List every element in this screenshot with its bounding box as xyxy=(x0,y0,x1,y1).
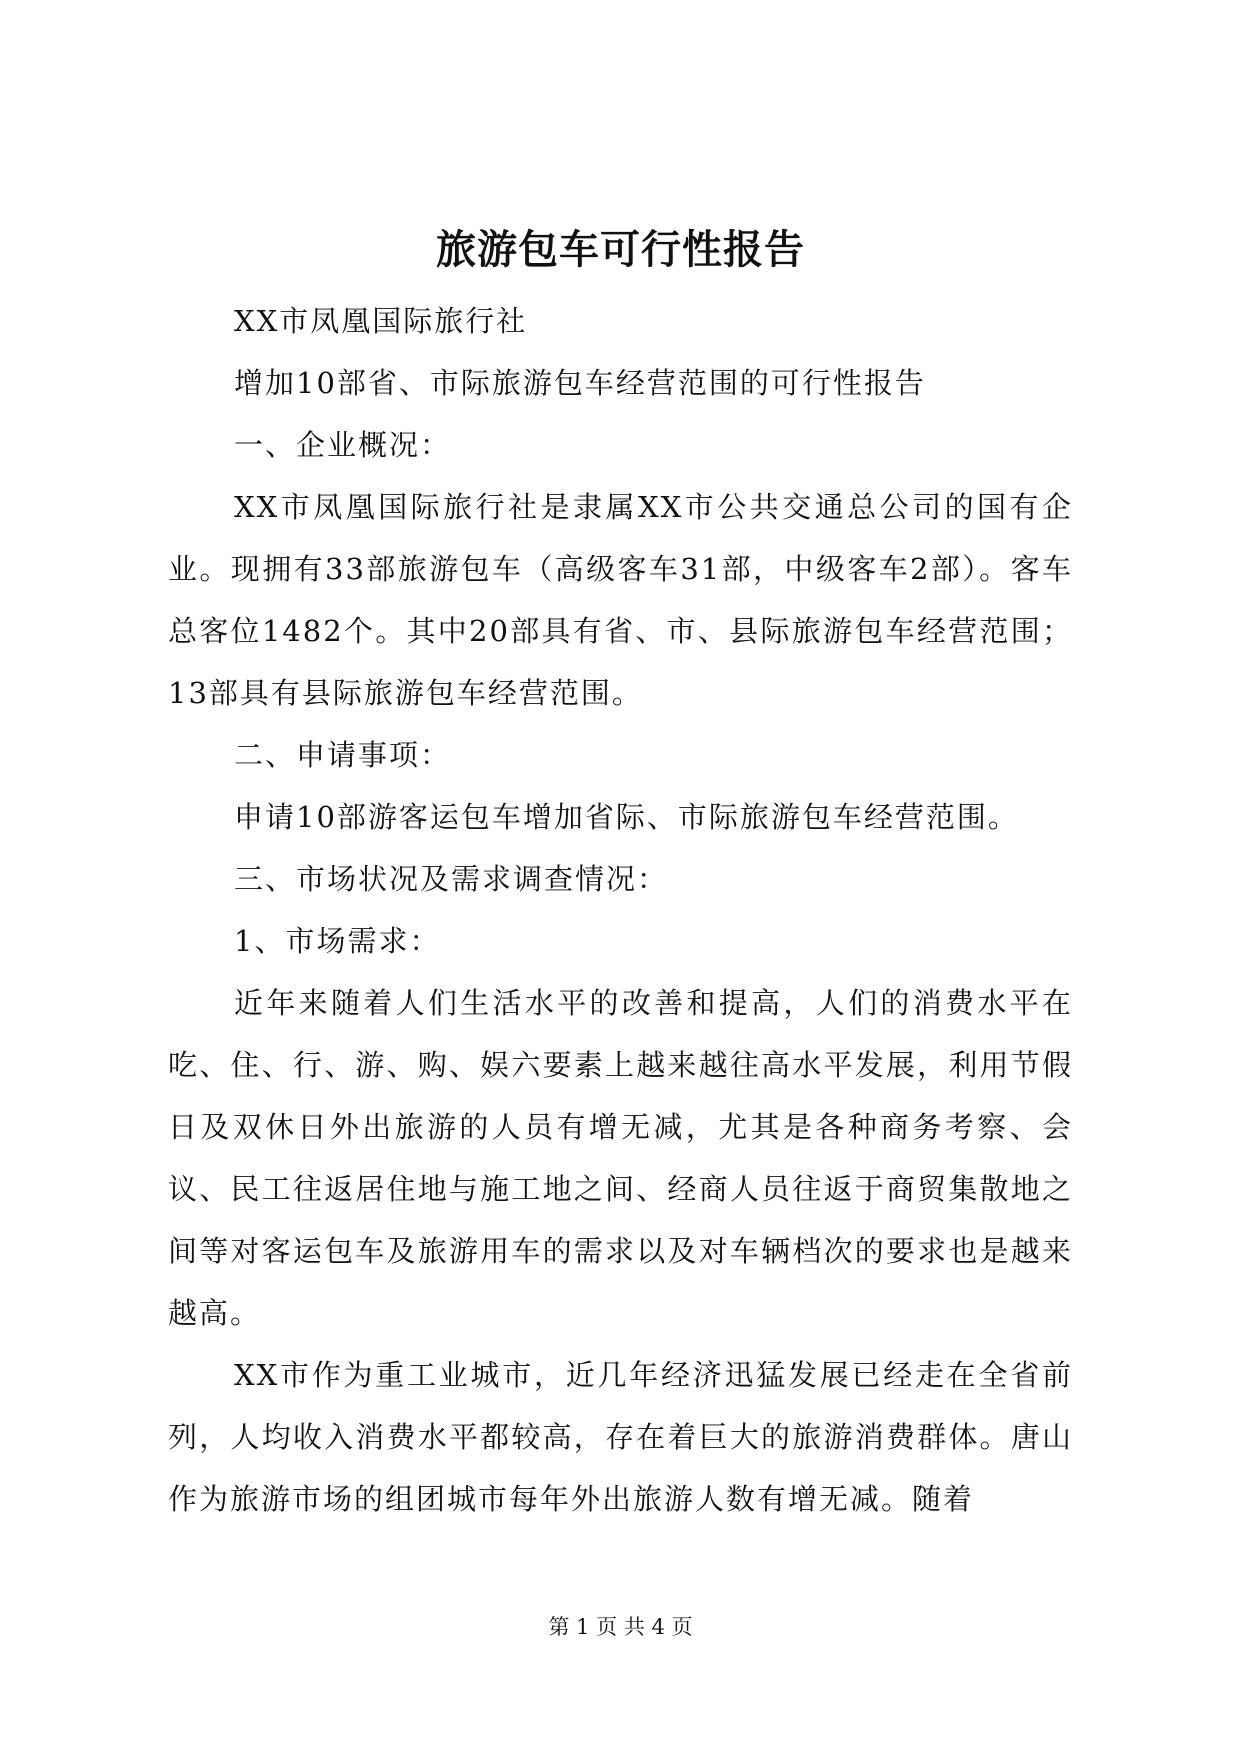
document-title: 旅游包车可行性报告 xyxy=(436,226,805,273)
paragraph-market-demand: 近年来随着人们生活水平的改善和提高，人们的消费水平在吃、住、行、游、购、娱六要素上越来越往高水平发展，利用节假日及双休日外出旅游的人员有增无减，尤其是各种商务考察、会议、民工往返居住地与施工地之间、经商人员往返于商贸集散地之间等对客运包车及旅游用车的需求以及对车辆档次的要求也是越来越高。 xyxy=(168,986,1073,1330)
page-number-footer: 第 1 页 共 4 页 xyxy=(548,1615,693,1639)
section-heading-market-survey: 三、市场状况及需求调查情况： xyxy=(234,862,669,896)
paragraph-city-tourism: XX市作为重工业城市，近几年经济迅猛发展已经走在全省前列，人均收入消费水平都较高，存在着巨大的旅游消费群体。唐山作为旅游市场的组团城市每年外出旅游人数有增无减。随着 xyxy=(168,1358,1073,1516)
paragraph-application: 申请10部游客运包车增加省际、市际旅游包车经营范围。 xyxy=(234,800,1019,834)
paragraph-report-subtitle: 增加10部省、市际旅游包车经营范围的可行性报告 xyxy=(234,366,926,400)
section-heading-company-overview: 一、企业概况： xyxy=(234,428,452,462)
section-heading-application: 二、申请事项： xyxy=(234,738,452,772)
paragraph-agency-name: XX市凤凰国际旅行社 xyxy=(234,304,528,338)
paragraph-company-overview: XX市凤凰国际旅行社是隶属XX市公共交通总公司的国有企业。现拥有33部旅游包车（高级客车31部，中级客车2部）。客车总客位1482个。其中20部具有省、市、县际旅游包车经营范围；13部具有县际旅游包车经营范围。 xyxy=(168,490,1073,710)
subsection-heading-market-demand: 1、市场需求： xyxy=(234,924,441,958)
document-body xyxy=(168,290,1073,1530)
